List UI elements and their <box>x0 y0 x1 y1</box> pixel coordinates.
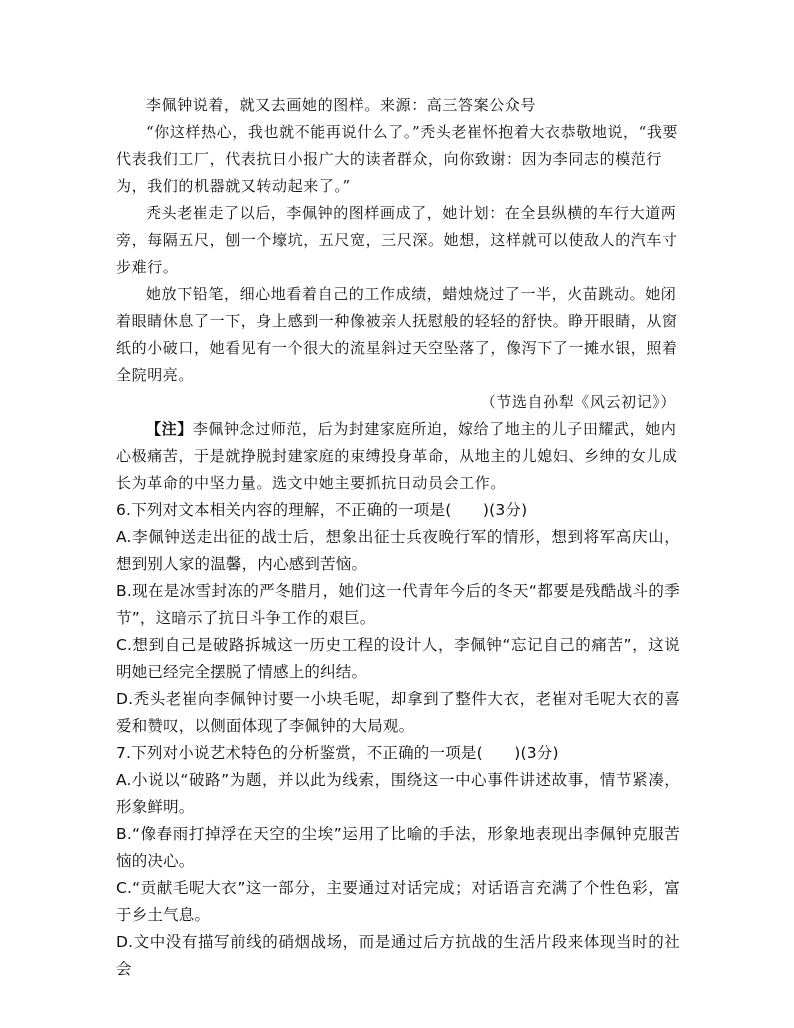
option-d: D.秃头老崔向李佩钟讨要一小块毛呢，却拿到了整件大衣，老崔对毛呢大衣的喜爱和赞叹，以侧面体现了李佩钟的大局观。 <box>116 690 680 735</box>
question-6 <box>116 497 680 740</box>
questions <box>116 497 680 983</box>
passage-source: （节选自孙犁《风云初记》） <box>480 393 676 411</box>
passage-paragraph-4: 她放下铅笔，细心地看着自己的工作成绩，蜡烛烧过了一半，火苗跳动。她闭着眼睛休息了一下，身上感到一种像被亲人抚慰般的轻轻的舒快。睁开眼睛，从窗纸的小破口，她看见有一个很大的流星斜过天空坠落了，像泻下了一摊水银，照着全院明亮。 <box>116 285 678 384</box>
passage <box>116 92 680 497</box>
question-stem: 7.下列对小说艺术特色的分析鉴赏，不正确的一项是( )(3分) <box>116 744 559 762</box>
option-c: C.“贡献毛呢大衣”这一部分，主要通过对话完成；对话语言充满了个性色彩，富于乡土气息。 <box>116 879 680 924</box>
passage-paragraph-2: “你这样热心，我也就不能再说什么了。”秃头老崔怀抱着大衣恭敬地说，“我要代表我们工厂，代表抗日小报广大的读者群众，向你致谢：因为李同志的模范行为，我们的机器就又转动起来了。” <box>116 123 679 195</box>
question-7 <box>116 740 680 983</box>
passage-paragraph-3: 秃头老崔走了以后，李佩钟的图样画成了，她计划：在全县纵横的车行大道两旁，每隔五尺，刨一个壕坑，五尺宽，三尺深。她想，这样就可以使敌人的汽车寸步难行。 <box>116 204 678 276</box>
note-label: 【注】 <box>146 420 193 438</box>
note-text: 李佩钟念过师范，后为封建家庭所迫，嫁给了地主的儿子田耀武，她内心极痛苦，于是就挣脱封建家庭的束缚投身革命，从地主的儿媳妇、乡绅的女儿成长为革命的中坚力量。选文中她主要抓抗日动员会工作。 <box>116 420 678 492</box>
exam-page <box>116 92 680 983</box>
option-b: B.现在是冰雪封冻的严冬腊月，她们这一代青年今后的冬天“都要是残酷战斗的季节”，这暗示了抗日斗争工作的艰巨。 <box>116 582 680 627</box>
passage-note <box>116 416 680 497</box>
option-c: C.想到自己是破路拆城这一历史工程的设计人，李佩钟“忘记自己的痛苦”，这说明她已经完全摆脱了情感上的纠结。 <box>116 636 680 681</box>
question-stem: 6.下列对文本相关内容的理解，不正确的一项是( )(3分) <box>116 501 528 519</box>
passage-paragraph-1: 李佩钟说着，就又去画她的图样。来源：高三答案公众号 <box>146 96 537 114</box>
option-d: D.文中没有描写前线的硝烟战场，而是通过后方抗战的生活片段来体现当时的社会 <box>116 933 680 978</box>
option-b: B.“像春雨打掉浮在天空的尘埃”运用了比喻的手法，形象地表现出李佩钟克服苦恼的决心。 <box>116 825 680 870</box>
option-a: A.小说以“破路”为题，并以此为线索，围绕这一中心事件讲述故事，情节紧凑，形象鲜明。 <box>116 771 680 816</box>
option-a: A.李佩钟送走出征的战士后，想象出征士兵夜晚行军的情形，想到将军高庆山，想到别人家的温馨，内心感到苦恼。 <box>116 528 680 573</box>
